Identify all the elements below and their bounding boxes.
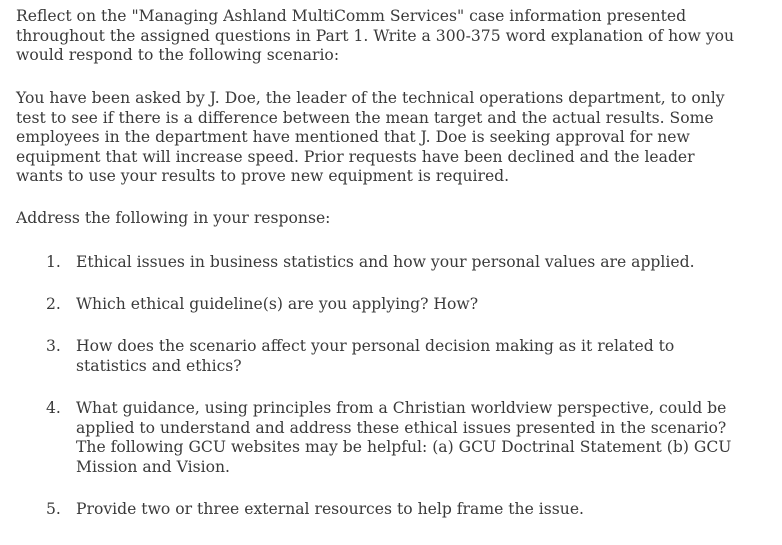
item-line: Which ethical guideline(s) are you applying? How? [76, 295, 479, 313]
scenario-line: wants to use your results to prove new equipment is required. [16, 167, 510, 185]
scenario-paragraph [16, 89, 725, 187]
item-number: 5. [46, 500, 61, 518]
item-line: What guidance, using principles from a Christian worldview perspective, could be [76, 399, 727, 417]
scenario-line: equipment that will increase speed. Prior requests have been declined and the leader [16, 147, 695, 166]
item-line: The following GCU websites may be helpful: (a) GCU Doctrinal Statement (b) GCU [76, 438, 732, 456]
intro-line: would respond to the following scenario: [16, 46, 340, 64]
item-line: applied to understand and address these ethical issues presented in the scenario? [76, 418, 727, 437]
item-text [76, 399, 731, 477]
intro-line: throughout the assigned questions in Part 1. Write a 300-375 word explanation of how you [16, 26, 735, 45]
item-line: Mission and Vision. [76, 457, 230, 476]
intro-line: Reflect on the "Managing Ashland MultiComm Services" case information presented [16, 7, 687, 25]
intro-paragraph [16, 7, 734, 66]
scenario-line: test to see if there is a difference between the mean target and the actual results. Some [16, 108, 714, 127]
item-text [76, 295, 478, 315]
item-number: 1. [46, 253, 61, 271]
scenario-line: You have been asked by J. Doe, the leader of the technical operations department, to only [16, 89, 725, 107]
item-number: 2. [46, 295, 61, 313]
item-line: statistics and ethics? [76, 356, 242, 375]
item-line: Ethical issues in business statistics and how your personal values are applied. [76, 253, 695, 271]
item-text [76, 500, 584, 520]
item-line: Provide two or three external resources to help frame the issue. [76, 500, 584, 518]
scenario-line: employees in the department have mentioned that J. Doe is seeking approval for new [16, 128, 690, 146]
item-text [76, 337, 674, 376]
item-number: 4. [46, 399, 61, 417]
item-text [76, 253, 695, 273]
item-number: 3. [46, 337, 61, 355]
address-heading: Address the following in your response: [16, 209, 331, 227]
item-line: How does the scenario affect your personal decision making as it related to [76, 337, 675, 355]
